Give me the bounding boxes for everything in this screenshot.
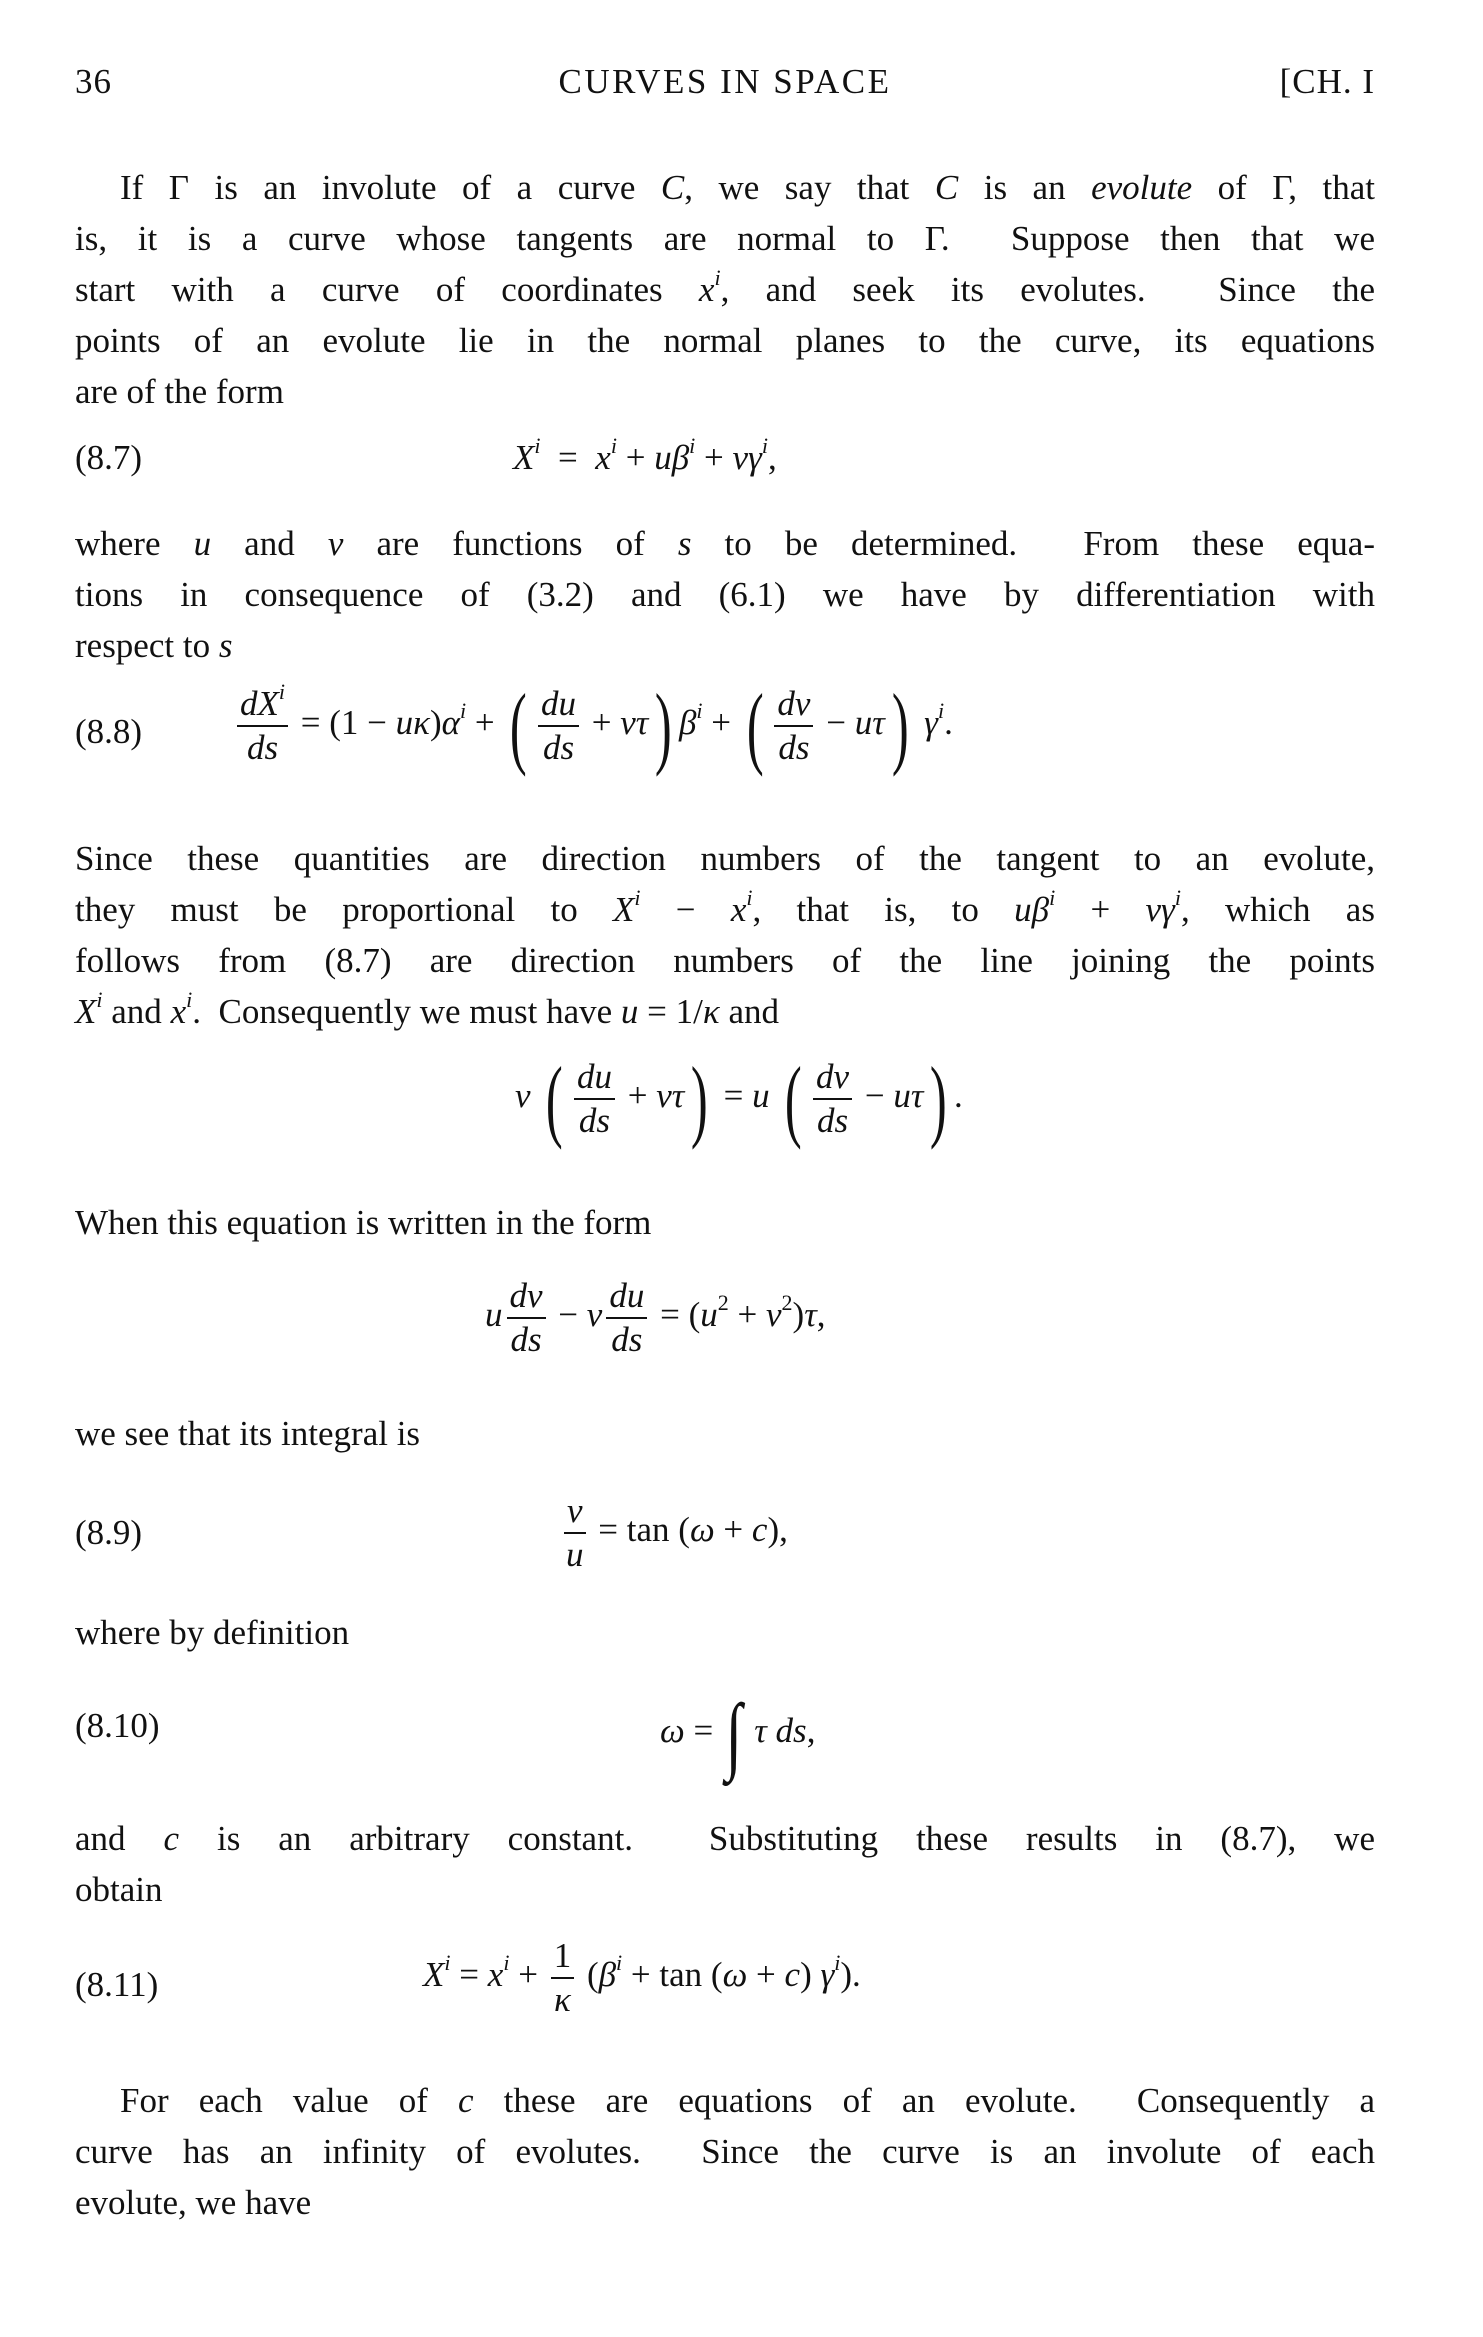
equation-8-10: [75, 1684, 1375, 1784]
equation-unnumbered-2: [75, 1275, 1375, 1375]
text-line: respect to s: [75, 626, 233, 665]
text-line: where u and v are functions of s to be determined. From these equa-: [75, 524, 1375, 563]
equation-8-8: [75, 675, 1375, 790]
text-line: follows from (8.7) are direction numbers of the line joining the points: [75, 941, 1375, 980]
paragraph-4: [75, 1197, 1375, 1248]
paragraph-1: [75, 162, 1375, 417]
equation-body: $X^i = x^i$ + $\frac{1}{\kappa}$ ($\beta^i + \tan (\omega + c)$ $\gamma^i$).: [423, 1936, 861, 2019]
equation-unnumbered-1: [75, 1048, 1375, 1163]
text-line: tions in consequence of (3.2) and (6.1) we have by differentiation with: [75, 575, 1375, 614]
text-line: where by definition: [75, 1613, 350, 1652]
running-title: CURVES IN SPACE: [558, 62, 892, 101]
equation-body: ω = ∫ τ ds,: [660, 1686, 816, 1782]
paragraph-3: [75, 833, 1375, 1037]
chapter-label: [CH. I: [1279, 62, 1375, 101]
text-line: If Γ is an involute of a curve C, we say that C is an evolute of Γ, that: [120, 168, 1376, 207]
equation-label: (8.9): [75, 1513, 143, 1552]
text-line: $X^i$ and $x^i$. Consequently we must have u = 1/κ and: [75, 987, 779, 1031]
text-line: is, it is a curve whose tangents are normal to Γ. Suppose then that we: [75, 219, 1375, 258]
equation-body: $\frac{dX^i}{ds}$ = $(1 - u\kappa)\alpha^i$ + ( $\frac{du}{ds}$ + vτ) $\beta^i$ + ( $\frac{dv}{ds}$ − uτ) $\gamma^i$.: [233, 680, 953, 772]
text-line: When this equation is written in the form: [75, 1203, 652, 1242]
text-line: points of an evolute lie in the normal planes to the curve, its equations: [75, 321, 1375, 360]
page-number: 36: [75, 62, 112, 101]
paragraph-2: [75, 518, 1375, 671]
text-line: they must be proportional to $X^i - x^i$, that is, to $u\beta^i + v\gamma^i$, which as: [75, 885, 1375, 929]
text-line: For each value of c these are equations of an evolute. Consequently a: [120, 2081, 1375, 2120]
text-line: obtain: [75, 1870, 163, 1909]
equation-label: (8.10): [75, 1706, 160, 1745]
equation-8-7: [75, 433, 1375, 488]
equation-label: (8.7): [75, 438, 143, 477]
text-line: are of the form: [75, 372, 284, 411]
running-head: [75, 62, 1375, 112]
equation-label: (8.8): [75, 712, 143, 751]
text-line: we see that its integral is: [75, 1414, 421, 1453]
equation-8-9: [75, 1490, 1375, 1590]
paragraph-5: [75, 1408, 1375, 1459]
text-line: evolute, we have: [75, 2183, 312, 2222]
equation-8-11: [75, 1935, 1375, 2035]
text-line: Since these quantities are direction numbers of the tangent to an evolute,: [75, 839, 1375, 878]
equation-body: v ( $\frac{du}{ds}$ + vτ) = u ( $\frac{dv}{ds}$ − uτ) .: [515, 1048, 963, 1150]
text-line: start with a curve of coordinates $x^i$, and seek its evolutes. Since the: [75, 265, 1375, 309]
equation-label: (8.11): [75, 1965, 159, 2004]
paragraph-8: [75, 2075, 1375, 2228]
equation-body: u $\frac{dv}{ds}$ − v $\frac{du}{ds}$ = $(u^2 + v^2)\tau$,: [485, 1276, 826, 1359]
equation-body: $\frac{v}{u}$ = tan (ω + c),: [560, 1490, 788, 1576]
text-line: curve has an infinity of evolutes. Since the curve is an involute of each: [75, 2132, 1375, 2171]
equation-body: $X^i = x^i + u\beta^i + v\gamma^i$,: [513, 433, 777, 477]
paragraph-6: [75, 1607, 1375, 1658]
text-line: and c is an arbitrary constant. Substituting these results in (8.7), we: [75, 1819, 1375, 1858]
paragraph-7: [75, 1813, 1375, 1915]
